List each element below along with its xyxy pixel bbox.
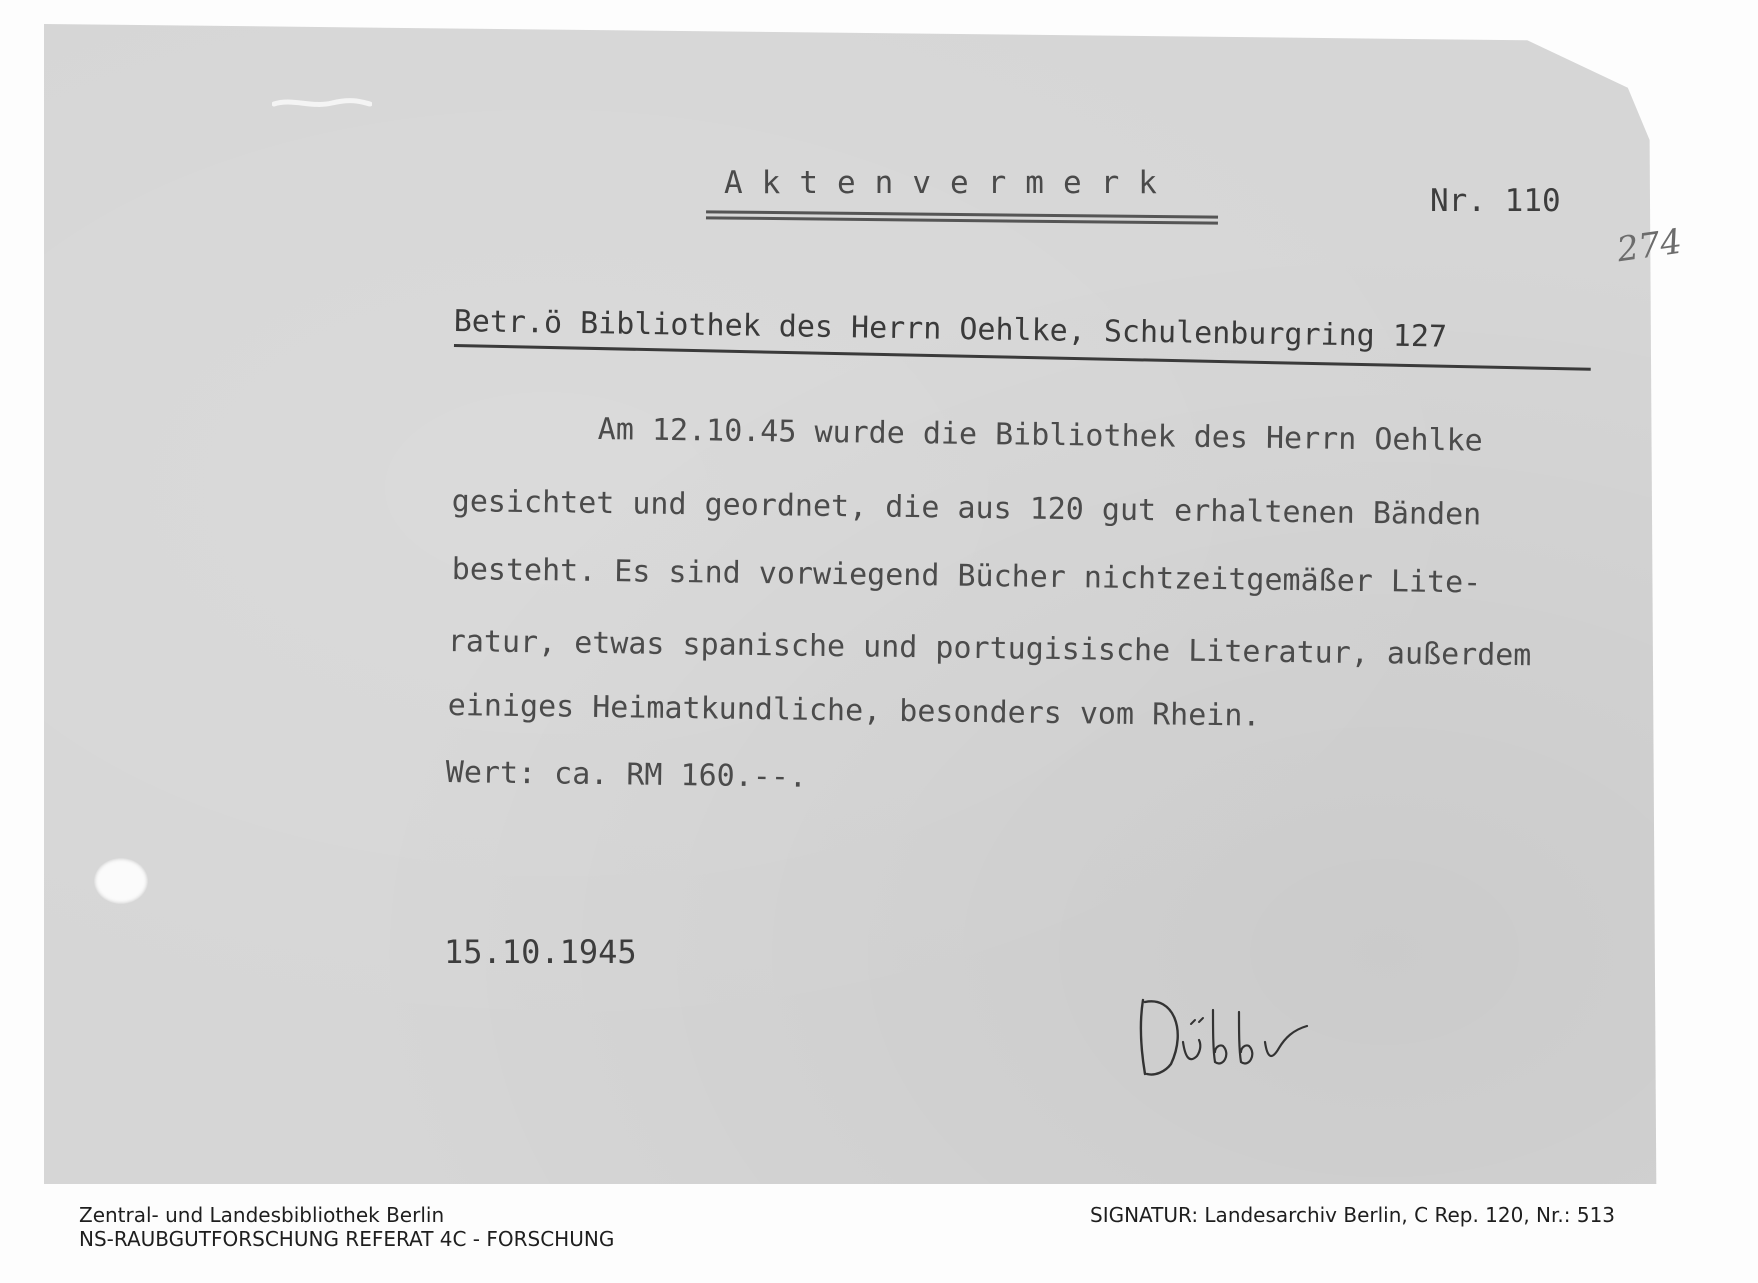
- body-line-4: ratur, etwas spanische und portugisische Literatur, außerdem: [447, 624, 1532, 674]
- body-line-1: Am 12.10.45 wurde die Bibliothek des Herrn Oehlke: [597, 412, 1483, 459]
- handwritten-page-number: 274: [1614, 221, 1685, 271]
- ink-smudge: [272, 96, 372, 110]
- body-line-3: besteht. Es sind vorwiegend Bücher nichtzeitgemäßer Lite-: [451, 552, 1482, 601]
- body-line-2: gesichtet und geordnet, die aus 120 gut erhaltenen Bänden: [451, 484, 1482, 533]
- footer-left: [79, 1203, 614, 1251]
- punch-hole: [94, 858, 148, 904]
- footer-department: NS-RAUBGUTFORSCHUNG REFERAT 4C - FORSCHUNG: [79, 1227, 615, 1251]
- footer-signature-ref: SIGNATUR: Landesarchiv Berlin, C Rep. 120, Nr.: 513: [1090, 1203, 1616, 1227]
- subject-line: Betr.ö Bibliothek des Herrn Oehlke, Schulenburgring 127: [453, 304, 1448, 355]
- document-date: 15.10.1945: [444, 933, 637, 971]
- footer-institution: Zentral- und Landesbibliothek Berlin: [79, 1203, 445, 1227]
- handwritten-signature: [1135, 990, 1315, 1085]
- body-line-5: einiges Heimatkundliche, besonders vom Rhein.: [447, 688, 1261, 734]
- value-line: Wert: ca. RM 160.--.: [445, 755, 808, 795]
- document-title: Aktenvermerk: [724, 165, 1176, 201]
- document-number: Nr. 110: [1430, 183, 1561, 219]
